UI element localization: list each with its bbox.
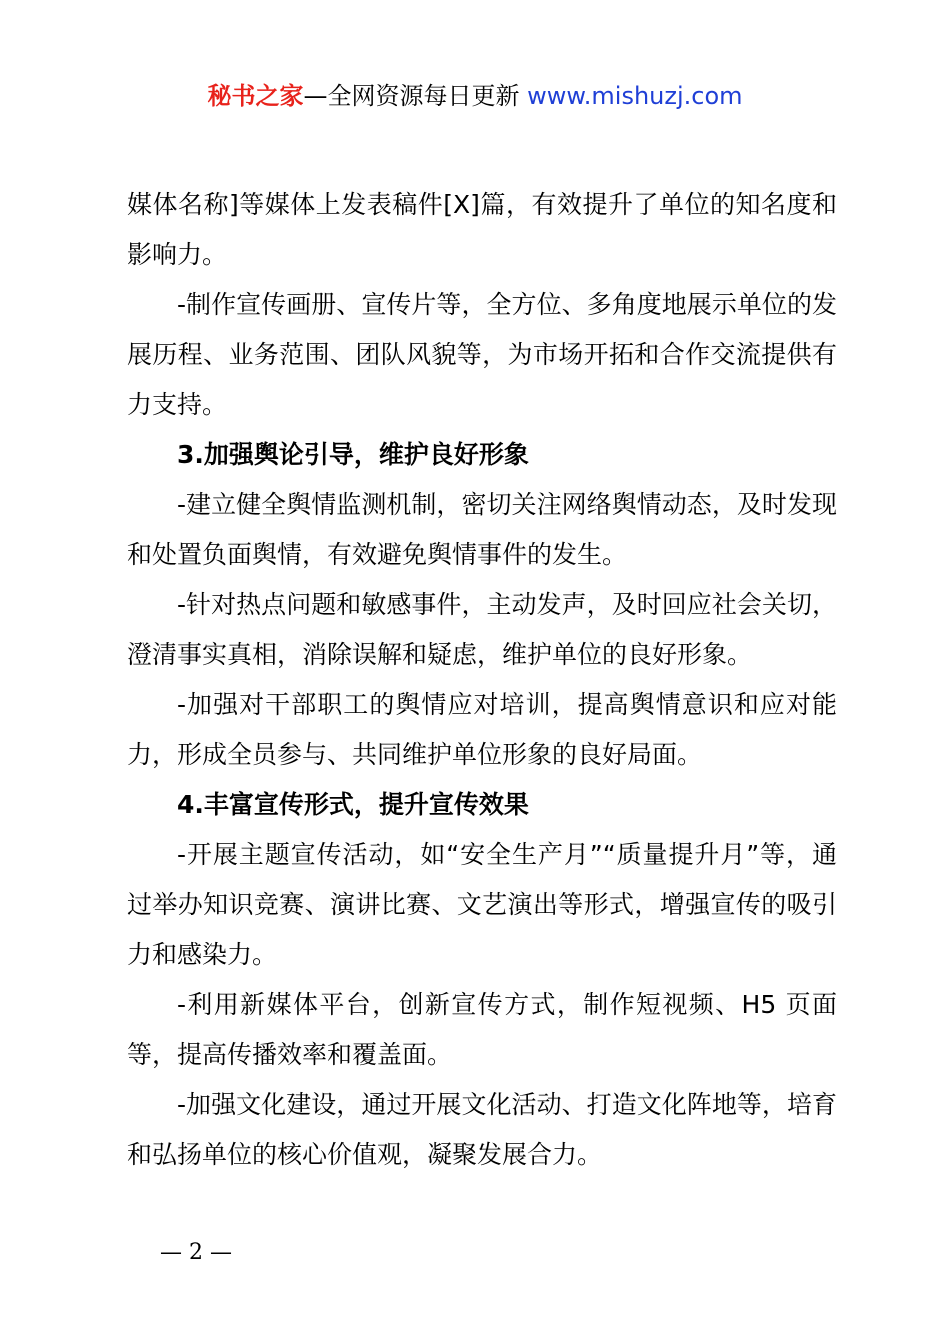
- paragraph-response: -针对热点问题和敏感事件，主动发声，及时回应社会关切，澄清事实真相，消除误解和疑虑，维护单位的良好形象。: [127, 590, 837, 669]
- document-body: [127, 180, 837, 1180]
- paragraph-training: -加强对干部职工的舆情应对培训，提高舆情意识和应对能力，形成全员参与、共同维护单位形象的良好局面。: [127, 690, 837, 769]
- paragraph-promo-materials: -制作宣传画册、宣传片等，全方位、多角度地展示单位的发展历程、业务范围、团队风貌等，为市场开拓和合作交流提供有力支持。: [127, 290, 837, 419]
- section-heading-4: 4.丰富宣传形式，提升宣传效果: [177, 790, 529, 819]
- paragraph-theme-activities: -开展主题宣传活动，如“安全生产月”“质量提升月”等，通过举办知识竞赛、演讲比赛、文艺演出等形式，增强宣传的吸引力和感染力。: [127, 840, 837, 969]
- paragraph-continuation: 媒体名称]等媒体上发表稿件[X]篇，有效提升了单位的知名度和影响力。: [127, 190, 837, 269]
- header-slogan: —全网资源每日更新: [303, 82, 528, 110]
- site-url[interactable]: www.mishuzj.com: [527, 82, 743, 110]
- paragraph-culture: -加强文化建设，通过开展文化活动、打造文化阵地等，培育和弘扬单位的核心价值观，凝聚发展合力。: [127, 1090, 837, 1169]
- brand-name: 秘书之家: [207, 82, 304, 110]
- watermark-header: [0, 80, 950, 112]
- page-number: — 2 —: [160, 1240, 232, 1265]
- section-heading-3: 3.加强舆论引导，维护良好形象: [177, 440, 529, 469]
- paragraph-new-media: -利用新媒体平台，创新宣传方式，制作短视频、H5 页面等，提高传播效率和覆盖面。: [127, 990, 837, 1069]
- paragraph-monitoring: -建立健全舆情监测机制，密切关注网络舆情动态，及时发现和处置负面舆情，有效避免舆情事件的发生。: [127, 490, 837, 569]
